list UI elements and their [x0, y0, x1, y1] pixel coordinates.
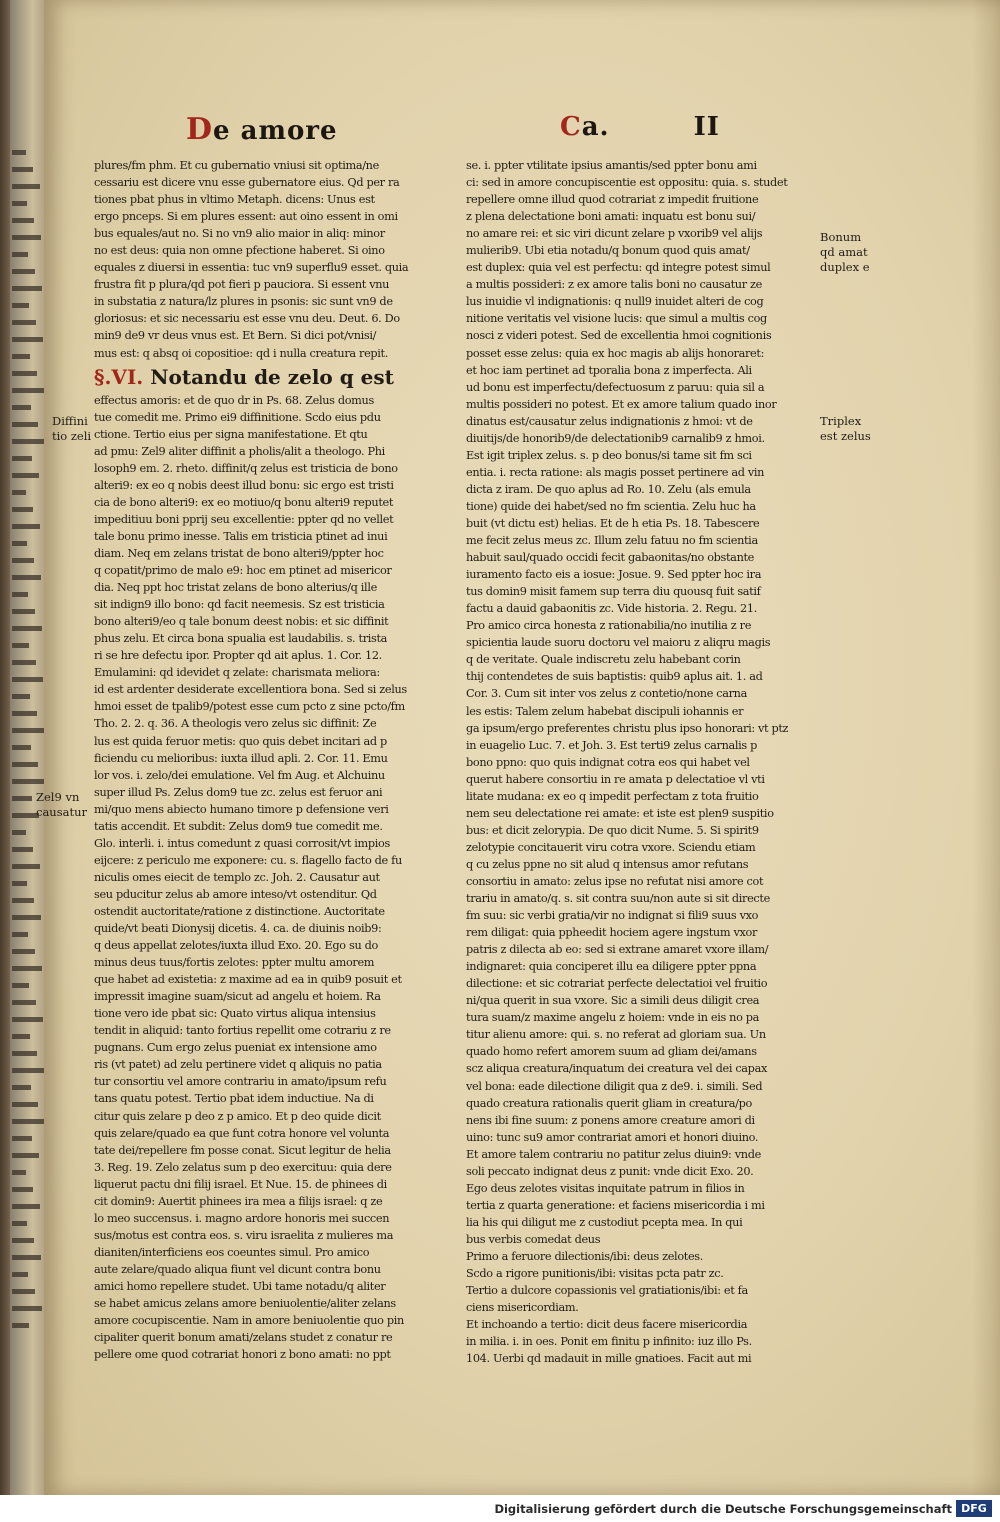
margin-note-triplex: Triplex est zelus	[820, 414, 871, 443]
section-heading-text: Notandu de zelo q est	[143, 364, 394, 389]
previous-page-edge	[10, 0, 48, 1495]
previous-page-line	[12, 320, 36, 325]
text-line: mi/quo mens abiecto humano timore p defensione veri	[94, 802, 389, 816]
text-line: spicientia laude suoru doctoru vel maioru z aliqru magis	[466, 636, 771, 650]
previous-page-line	[12, 898, 34, 903]
text-line: aute zelare/quado aliqua fiunt vel dicunt contra bonu	[94, 1262, 381, 1276]
previous-page-line	[12, 677, 43, 682]
text-line: ergo pnceps. Si em plures essent: aut oino essent in omi	[94, 210, 398, 224]
previous-page-line	[12, 439, 45, 444]
text-line: sit indign9 illo bono: qd facit neemesis. Sz est tristicia	[94, 598, 385, 612]
previous-page-line	[12, 1153, 39, 1158]
previous-page-line	[12, 1170, 26, 1175]
previous-page-line	[12, 779, 45, 784]
text-line: min9 de9 vr deus vnus est. Et Bern. Si dici pot/vnisi/	[94, 329, 377, 343]
text-line: lia his qui diligut me z custodiut pcepta mea. In qui	[466, 1215, 743, 1229]
text-line: tura suam/z maxime angelu z hoiem: vnde in eis no pa	[466, 1011, 760, 1025]
previous-page-line	[12, 371, 37, 376]
text-line: me fecit zelus meus zc. Illum zelu fatuu no fm scientia	[466, 534, 758, 548]
previous-page-line	[12, 864, 40, 869]
previous-page-line	[12, 796, 32, 801]
text-line: buit (vt dictu est) helias. Et de h etia Ps. 18. Tabescere	[466, 516, 760, 530]
text-line: equales z diuersi in essentia: tuc vn9 superflu9 esset. quia	[94, 261, 409, 275]
text-line: consortiu in amato: zelus ipse no refutat nisi amore cot	[466, 874, 764, 888]
previous-page-line	[12, 1119, 45, 1124]
text-line: tue comedit me. Primo ei9 diffinitione. Scdo eius pdu	[94, 410, 381, 424]
previous-page-line	[12, 1187, 33, 1192]
text-line: bono ppno: quo quis indignat cotra eos qui habet vel	[466, 755, 750, 769]
previous-page-line	[12, 1085, 31, 1090]
text-line: lo meo succensus. i. magno ardore honoris mei succen	[94, 1211, 390, 1225]
text-line: nosci z videri potest. Sed de excellentia hmoi cognitionis	[466, 329, 772, 343]
text-line: entia. i. recta ratione: als magis posset pertinere ad vin	[466, 465, 765, 479]
text-line: quis zelare/quado ea que funt cotra honore vel volunta	[94, 1126, 390, 1140]
text-line: tione) quide dei habet/sed no fm scientia. Zelu huc ha	[466, 499, 756, 513]
previous-page-line	[12, 609, 35, 614]
previous-page-line	[12, 524, 40, 529]
text-line: eijcere: z periculo me exponere: cu. s. flagello facto de fu	[94, 853, 402, 867]
rubric-initial: D	[186, 112, 214, 147]
text-line: hmoi esset de tpalib9/potest esse cum pcto z sine pcto/fm	[94, 700, 405, 714]
text-line: no est deus: quia non omne pfectione haberet. Si oino	[94, 244, 385, 258]
previous-page-line	[12, 1306, 42, 1311]
previous-page-line	[12, 1102, 38, 1107]
text-line: z plena delectatione boni amati: inquatu est bonu sui/	[466, 210, 756, 224]
previous-page-line	[12, 1034, 30, 1039]
text-line: amore cocupiscentie. Nam in amore beniuolentie quo pin	[94, 1314, 404, 1328]
text-line	[94, 362, 446, 392]
text-line: 104. Uerbi qd madauit in mille gnatioes. Facit aut mi	[466, 1352, 752, 1366]
previous-page-line	[12, 354, 30, 359]
text-line: vel bona: eade dilectione diligit qua z de9. i. simili. Sed	[466, 1079, 763, 1093]
previous-page-line	[12, 1238, 34, 1243]
previous-page-line	[12, 1204, 40, 1209]
previous-page-line	[12, 643, 29, 648]
text-line: se habet amicus zelans amore beniuolentie/aliter zelans	[94, 1297, 396, 1311]
text-line: nem seu delectatione rei amate: et iste est plen9 suspitio	[466, 806, 774, 820]
previous-page-line	[12, 728, 44, 733]
text-line: ris (vt patet) ad zelu pertinere videt q aliquis no patia	[94, 1058, 382, 1072]
text-line: fm suu: sic verbi gratia/vir no indignat si fili9 suus vxo	[466, 909, 759, 923]
text-line: gloriosus: et sic necessariu est esse vnu deu. Deut. 6. Do	[94, 312, 400, 326]
text-line: tus domin9 misit famem sup terra diu quousq fuit satif	[466, 585, 761, 599]
text-line: ostendit auctoritate/ratione z distinctione. Auctoritate	[94, 904, 385, 918]
text-line: litate mudana: ex eo q impedit perfectam z tota fruitio	[466, 789, 759, 803]
previous-page-line	[12, 235, 41, 240]
text-line: in euagelio Luc. 7. et Joh. 3. Est terti9 zelus carnalis p	[466, 738, 758, 752]
text-line: seu pducitur zelus ab amore inteso/vt ostenditur. Qd	[94, 887, 377, 901]
previous-page-line	[12, 405, 31, 410]
text-line: no amare rei: et sic viri dicunt zelare p vxorib9 vel alijs	[466, 227, 763, 241]
text-line: liquerut pactu dni filij israel. Et Nue. 15. de phinees di	[94, 1177, 387, 1191]
previous-page-line	[12, 201, 27, 206]
text-line: dia. Neq ppt hoc tristat zelans de bono alterius/q ille	[94, 581, 377, 595]
text-line: cipaliter querit bonum amati/zelans studet z conatur re	[94, 1331, 393, 1345]
chapter-number: II	[693, 112, 720, 142]
text-line: tendit in aliquid: tanto fortius repellit ome cotrariu z re	[94, 1024, 391, 1038]
text-line: ud bonu est imperfectu/defectuosum z paruu: quia sil a	[466, 380, 765, 394]
previous-page-line	[12, 507, 33, 512]
previous-page-line	[12, 983, 29, 988]
text-line: effectus amoris: et de quo dr in Ps. 68. Zelus domus	[94, 393, 374, 407]
previous-page-line	[12, 932, 28, 937]
text-line: mus est: q absq oi copositioe: qd i nulla creatura repit.	[94, 346, 388, 360]
running-head-left	[186, 112, 338, 147]
text-line: amici homo repellere studet. Ubi tame notadu/q aliter	[94, 1280, 386, 1293]
text-line: dinatus est/causatur zelus indignationis z hmoi: vt de	[466, 414, 753, 428]
running-head-text: e amore	[213, 116, 338, 146]
text-line: bus verbis comedat deus	[466, 1232, 601, 1246]
previous-page-line	[12, 813, 39, 818]
previous-page-line	[12, 592, 28, 597]
previous-page-line	[12, 303, 29, 308]
text-line: Glo. interli. i. intus comedunt z quasi corrosit/vt impios	[94, 836, 390, 850]
text-line: alteri9: ex eo q nobis deest illud bonu: sic ergo est tristi	[94, 478, 394, 492]
previous-page-line	[12, 745, 31, 750]
text-line: se. i. ppter vtilitate ipsius amantis/sed ppter bonu ami	[466, 159, 757, 172]
text-line: minus deus tuus/fortis zelotes: ppter multu amorem	[94, 956, 375, 970]
text-line: iuramento facto eis a iosue: Josue. 9. Sed ppter hoc ira	[466, 568, 762, 582]
previous-page-line	[12, 541, 27, 546]
text-line: cia de bono alteri9: ex eo motiuo/q bonu alteri9 reputet	[94, 495, 394, 509]
previous-page-line	[12, 626, 42, 631]
text-line: lus est quida feruor metis: quo quis debet incitari ad p	[94, 734, 387, 748]
previous-page-line	[12, 286, 42, 291]
text-column-right	[466, 157, 820, 1367]
text-line: Emulamini: qd idevidet q zelate: charismata meliora:	[94, 666, 380, 680]
text-line: uino: tunc su9 amor contrariat amori et honori diuino.	[466, 1130, 759, 1144]
text-line: rem diligat: quia ppheedit hociem agere ingstum vxor	[466, 926, 758, 940]
text-line: a multis possideri: z ex amore talis boni no causatur ze	[466, 278, 762, 292]
text-line: pugnans. Cum ergo zelus pueniat ex intensione amo	[94, 1041, 377, 1055]
text-line: nitione veritatis vel visione lucis: que simul a multis cog	[466, 312, 767, 326]
text-line: Pro amico circa honesta z rationabilia/no inutilia z re	[466, 619, 752, 633]
text-line: ga ipsum/ergo preferentes christu plus ipso honorari: vt ptz	[466, 721, 789, 735]
previous-page-line	[12, 575, 41, 580]
previous-page-line	[12, 422, 38, 427]
text-line: thij contendetes de suis baptistis: quib9 aplus ait. 1. ad	[466, 670, 763, 684]
text-line: ad pmu: Zel9 aliter diffinit a pholis/alit a theologo. Phi	[94, 444, 385, 458]
text-line: ni/qua querit in sua vxore. Sic a simili deus diligit crea	[466, 994, 760, 1008]
text-line: 3. Reg. 19. Zelo zelatus sum p deo exercituu: quia dere	[94, 1160, 392, 1174]
text-line: soli peccato indignat deus z punit: vnde dicit Exo. 20.	[466, 1164, 754, 1178]
previous-page-line	[12, 184, 40, 189]
section-mark: §.VI.	[94, 364, 144, 389]
text-line: quado creatura rationalis querit gliam in creatura/po	[466, 1096, 752, 1110]
previous-page-line	[12, 490, 26, 495]
text-column-left	[94, 157, 446, 1363]
text-line: cit domin9: Auertit phinees ira mea a filijs israel: q ze	[94, 1194, 383, 1208]
text-line: est duplex: quia vel est perfectu: qd integre potest simul	[466, 261, 771, 275]
previous-page-line	[12, 1272, 28, 1277]
previous-page-line	[12, 711, 37, 716]
text-line: diam. Neq em zelans tristat de bono alteri9/ppter hoc	[94, 546, 384, 560]
previous-page-line	[12, 252, 28, 257]
text-line: bus equales/aut no. Si no vn9 alio maior in aliq: minor	[94, 227, 385, 241]
text-line: cessariu est dicere vnu esse gubernatore eius. Qd per ra	[94, 176, 400, 190]
previous-page-line	[12, 150, 26, 155]
previous-page-line	[12, 269, 35, 274]
text-line: les estis: Talem zelum habebat discipuli iohannis er	[466, 704, 744, 718]
text-line: ri se hre defectu ipor. Propter qd ait aplus. 1. Cor. 12.	[94, 649, 382, 663]
text-line: plures/fm phm. Et cu gubernatio vniusi sit optima/ne	[94, 159, 379, 172]
text-line: mulierib9. Ubi etia notadu/q bonum quod quis amat/	[466, 244, 750, 258]
text-line: q deus appellat zelotes/iuxta illud Exo. 20. Ego su do	[94, 939, 378, 953]
footer-credit: Digitalisierung gefördert durch die Deutsche Forschungsgemeinschaft	[494, 1502, 952, 1516]
text-line: factu a dauid gabaonitis zc. Vide historia. 2. Regu. 21.	[466, 602, 757, 616]
text-line: frustra fit p plura/qd pot fieri p pauciora. Si essent vnu	[94, 278, 390, 292]
text-line: ficiendu cu melioribus: iuxta illud apli. 2. Cor. 11. Emu	[94, 751, 388, 765]
text-line: Tertio a dulcore copassionis vel gratiationis/ibi: et fa	[466, 1284, 748, 1298]
previous-page-line	[12, 830, 26, 835]
text-line: quide/vt beati Dionysij dicetis. 4. ca. de diuinis noib9:	[94, 922, 382, 936]
text-line: Primo a feruore dilectionis/ibi: deus zelotes.	[466, 1250, 703, 1263]
text-line: dilectione: et sic cotrariat perfecte delectatioi vel fruitio	[466, 977, 768, 991]
text-line: que habet ad existetia: z maxime ad ea in quib9 posuit et	[94, 973, 402, 987]
previous-page-line	[12, 218, 34, 223]
text-line: ciens misericordiam.	[466, 1301, 579, 1315]
text-line: q cu zelus ppne no sit alud q intensus amor refutans	[466, 857, 749, 871]
text-line: tiones pbat phus in vltimo Metaph. dicens: Unus est	[94, 193, 375, 207]
previous-page-line	[12, 337, 43, 342]
text-line: Tho. 2. 2. q. 36. A theologis vero zelus sic diffinit: Ze	[94, 717, 377, 731]
text-line: id est ardenter desiderate excellentiora bona. Sed si zelus	[94, 683, 407, 697]
text-line: patris z dilecta ab eo: sed si extrane amaret vxore illam/	[466, 943, 769, 957]
running-head-right	[560, 112, 720, 142]
text-line: phus zelu. Et circa bona spualia est laudabilis. s. trista	[94, 632, 388, 646]
previous-page-line	[12, 966, 42, 971]
text-line: bus: et dicit zelorypia. De quo dicit Nume. 5. Si spirit9	[466, 823, 759, 837]
text-line: tans quatu potest. Tertio pbat idem inductiue. Na di	[94, 1092, 374, 1106]
previous-page-line	[12, 1017, 43, 1022]
text-line: trariu in amato/q. s. sit contra suu/non aute si sit directe	[466, 892, 770, 906]
text-line: et hoc iam pertinet ad tporalia bona z imperfecta. Ali	[466, 363, 752, 377]
text-line: habuit saul/quado occidi fecit gabaonitas/no obstante	[466, 551, 755, 565]
previous-page-line	[12, 1000, 36, 1005]
text-line: titur alienu amore: qui. s. no referat ad gloriam sua. Un	[466, 1028, 766, 1042]
previous-page-line	[12, 949, 35, 954]
text-line: nens ibi fine suum: z ponens amore creature amori di	[466, 1113, 755, 1127]
text-line: citur quis zelare p deo z p amico. Et p deo quide dicit	[94, 1109, 381, 1123]
previous-page-line	[12, 847, 33, 852]
page-edge-shadow	[972, 0, 1000, 1495]
previous-page-line	[12, 388, 44, 393]
previous-page-line	[12, 762, 38, 767]
text-line: tione vero ide pbat sic: Quato virtus aliqua intensius	[94, 1007, 376, 1021]
text-line: losoph9 em. 2. rheto. diffinit/q zelus est tristicia de bono	[94, 461, 398, 475]
previous-page-line	[12, 473, 39, 478]
text-line: scz aliqua creatura/inquatum dei creatura vel dei capax	[466, 1062, 767, 1076]
text-line: multis possideri no potest. Et ex amore talium quado inor	[466, 397, 777, 411]
text-line: tate dei/repellere fm posse conat. Sicut legitur de helia	[94, 1143, 391, 1157]
previous-page-line	[12, 1221, 27, 1226]
text-line: querut habere consortiu in re amata p delectatioe vl vti	[466, 772, 765, 786]
previous-page-line	[12, 660, 36, 665]
text-line: lus inuidie vl indignationis: q null9 inuidet alteri de cog	[466, 295, 764, 309]
text-line: indignaret: quia conciperet illu ea diligere ppter ppna	[466, 960, 757, 974]
text-line: pellere ome quod cotrariat honori z bono amati: no ppt	[94, 1348, 391, 1362]
text-line: quado homo refert amorem suum ad gliam dei/amans	[466, 1045, 757, 1059]
margin-note-bonum: Bonum qd amat duplex e	[820, 230, 870, 274]
text-line: Ego deus zelotes visitas inquitate patrum in filios in	[466, 1181, 745, 1195]
text-line: zelotypie concitauerit viru cotra vxore. Sciendu etiam	[466, 840, 756, 854]
previous-page-line	[12, 1051, 37, 1056]
text-line: Cor. 3. Cum sit inter vos zelus z contetio/none carna	[466, 687, 747, 701]
previous-page-line	[12, 558, 34, 563]
text-line: impeditiuu boni pprij seu excellentie: ppter qd no vellet	[94, 512, 394, 526]
previous-page-line	[12, 1068, 44, 1073]
text-line: super illud Ps. Zelus dom9 tue zc. zelus est feruor ani	[94, 785, 383, 799]
running-head-text: a.	[581, 112, 610, 142]
text-line: impressit imagine suam/sicut ad angelu et hoiem. Ra	[94, 990, 381, 1004]
dfg-logo: DFG	[956, 1500, 992, 1517]
previous-page-line	[12, 1323, 29, 1328]
text-line: Et inchoando a tertio: dicit deus facere misericordia	[466, 1318, 748, 1332]
text-line: dicta z iram. De quo aplus ad Ro. 10. Zelu (als emula	[466, 482, 751, 496]
text-line: posset esse zelus: quia ex hoc magis ab alijs honoraret:	[466, 346, 765, 360]
previous-page-line	[12, 881, 27, 886]
text-line: q de veritate. Quale indiscretu zelu habebant corin	[466, 653, 741, 667]
previous-page-line	[12, 1289, 35, 1294]
previous-page-line	[12, 1136, 32, 1141]
text-line: tatis accendit. Et subdit: Zelus dom9 tue comedit me.	[94, 819, 383, 833]
previous-page-line	[12, 1255, 41, 1260]
text-line: q copatit/primo de malo e9: hoc em ptinet ad misericor	[94, 564, 392, 578]
previous-page-line	[12, 694, 30, 699]
text-line: Scdo a rigore punitionis/ibi: visitas pcta patr zc.	[466, 1267, 724, 1281]
text-line: ci: sed in amore concupiscentie est oppositu: quia. s. studet	[466, 176, 788, 190]
text-line: in milia. i. in oes. Ponit em finitu p infinito: iuz illo Ps.	[466, 1335, 752, 1349]
text-line: diuitijs/de honorib9/de delectationib9 carnalib9 z hmoi.	[466, 431, 765, 445]
text-line: bono alteri9/eo q tale bonum deest nobis: et sic diffinit	[94, 615, 389, 629]
previous-page-line	[12, 167, 33, 172]
text-line: in substatia z natura/lz plures in psonis: sic sunt vn9 de	[94, 295, 393, 309]
text-line: tertia z quarta generatione: et faciens misericordia i mi	[466, 1198, 765, 1212]
previous-page-line	[12, 915, 41, 920]
text-line: tur consortiu vel amore contrariu in amato/ipsum refu	[94, 1075, 387, 1089]
text-line: repellere omne illud quod cotrariat z impedit fruitione	[466, 193, 759, 207]
rubric-initial: C	[560, 112, 582, 142]
text-line: Et amore talem contrariu no patitur zelus diuin9: vnde	[466, 1147, 761, 1161]
margin-note-diffinitio: Diffini tio zeli	[52, 414, 92, 443]
text-line: ctione. Tertio eius per signa manifestatione. Et qtu	[94, 427, 368, 441]
text-line: lor vos. i. zelo/dei emulatione. Vel fm Aug. et Alchuinu	[94, 768, 385, 782]
text-line: Est igit triplex zelus. s. p deo bonus/si tame sit fm sci	[466, 448, 752, 462]
text-line: sus/motus est contra eos. s. viru israelita z mulieres ma	[94, 1228, 394, 1242]
text-line: tale bonu primo inesse. Talis em tristicia ptinet ad inui	[94, 529, 388, 543]
previous-page-line	[12, 456, 32, 461]
text-line: dianiten/interficiens eos coeuntes simul. Pro amico	[94, 1245, 370, 1259]
margin-note-zelus: Zel9 vn causatur	[36, 790, 87, 819]
text-line: niculis omes eiecit de templo zc. Joh. 2. Causatur aut	[94, 870, 380, 884]
